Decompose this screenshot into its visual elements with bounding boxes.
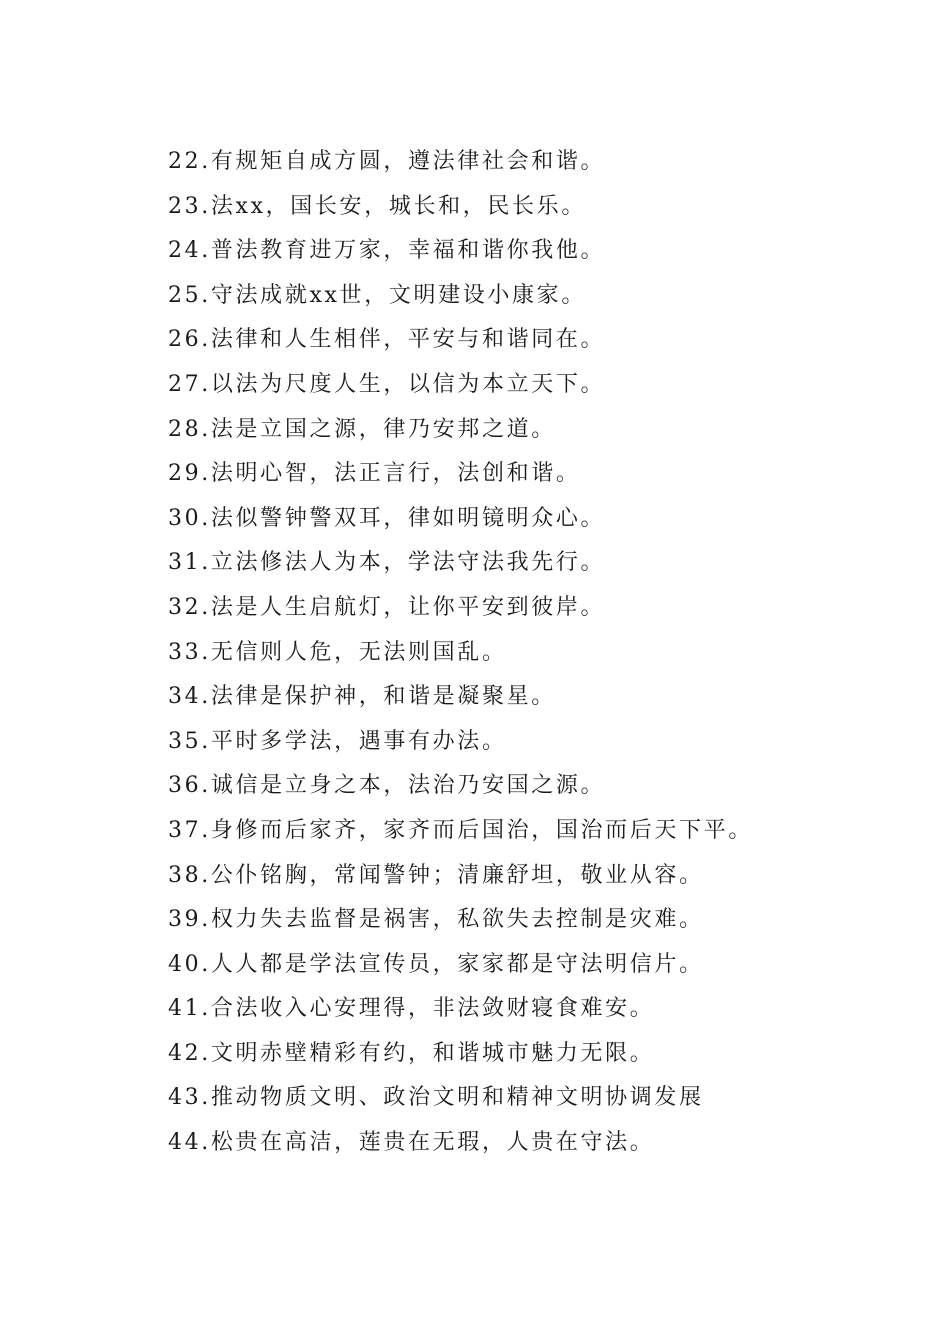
slogan-line: 37.身修而后家齐，家齐而后国治，国治而后天下平。: [168, 817, 753, 843]
slogan-line: 40.人人都是学法宣传员，家家都是守法明信片。: [168, 951, 704, 977]
slogan-line: 39.权力失去监督是祸害，私欲失去控制是灾难。: [168, 907, 704, 933]
slogan-line: 28.法是立国之源，律乃安邦之道。: [168, 416, 556, 442]
slogan-line: 42.文明赤壁精彩有约，和谐城市魅力无限。: [168, 1040, 655, 1066]
slogan-line: 24.普法教育进万家，幸福和谐你我他。: [168, 238, 606, 264]
slogan-list: [168, 140, 888, 1166]
slogan-line: 35.平时多学法，遇事有办法。: [168, 728, 507, 754]
slogan-line: 30.法似警钟警双耳，律如明镜明众心。: [168, 505, 606, 531]
slogan-line: 27.以法为尺度人生，以信为本立天下。: [168, 371, 606, 397]
slogan-line: 31.立法修法人为本，学法守法我先行。: [168, 550, 606, 576]
slogan-line: 26.法律和人生相伴，平安与和谐同在。: [168, 327, 606, 353]
slogan-line: 41.合法收入心安理得，非法敛财寝食难安。: [168, 996, 655, 1022]
slogan-line: 25.守法成就xx世，文明建设小康家。: [168, 282, 586, 308]
slogan-line: 32.法是人生启航灯，让你平安到彼岸。: [168, 594, 606, 620]
slogan-line: 29.法明心智，法正言行，法创和谐。: [168, 461, 581, 487]
slogan-line: 23.法xx，国长安，城长和，民长乐。: [168, 193, 586, 219]
slogan-line: 22.有规矩自成方圆，遵法律社会和谐。: [168, 149, 606, 174]
slogan-line: 43.推动物质文明、政治文明和精神文明协调发展: [168, 1085, 704, 1111]
slogan-line: 38.公仆铭胸，常闻警钟；清廉舒坦，敬业从容。: [168, 862, 704, 888]
slogan-line: 36.诚信是立身之本，法治乃安国之源。: [168, 773, 606, 799]
slogan-line: 34.法律是保护神，和谐是凝聚星。: [168, 684, 556, 710]
slogan-line: 44.松贵在高洁，莲贵在无瑕，人贵在守法。: [168, 1130, 655, 1156]
slogan-line: 33.无信则人危，无法则国乱。: [168, 639, 507, 665]
